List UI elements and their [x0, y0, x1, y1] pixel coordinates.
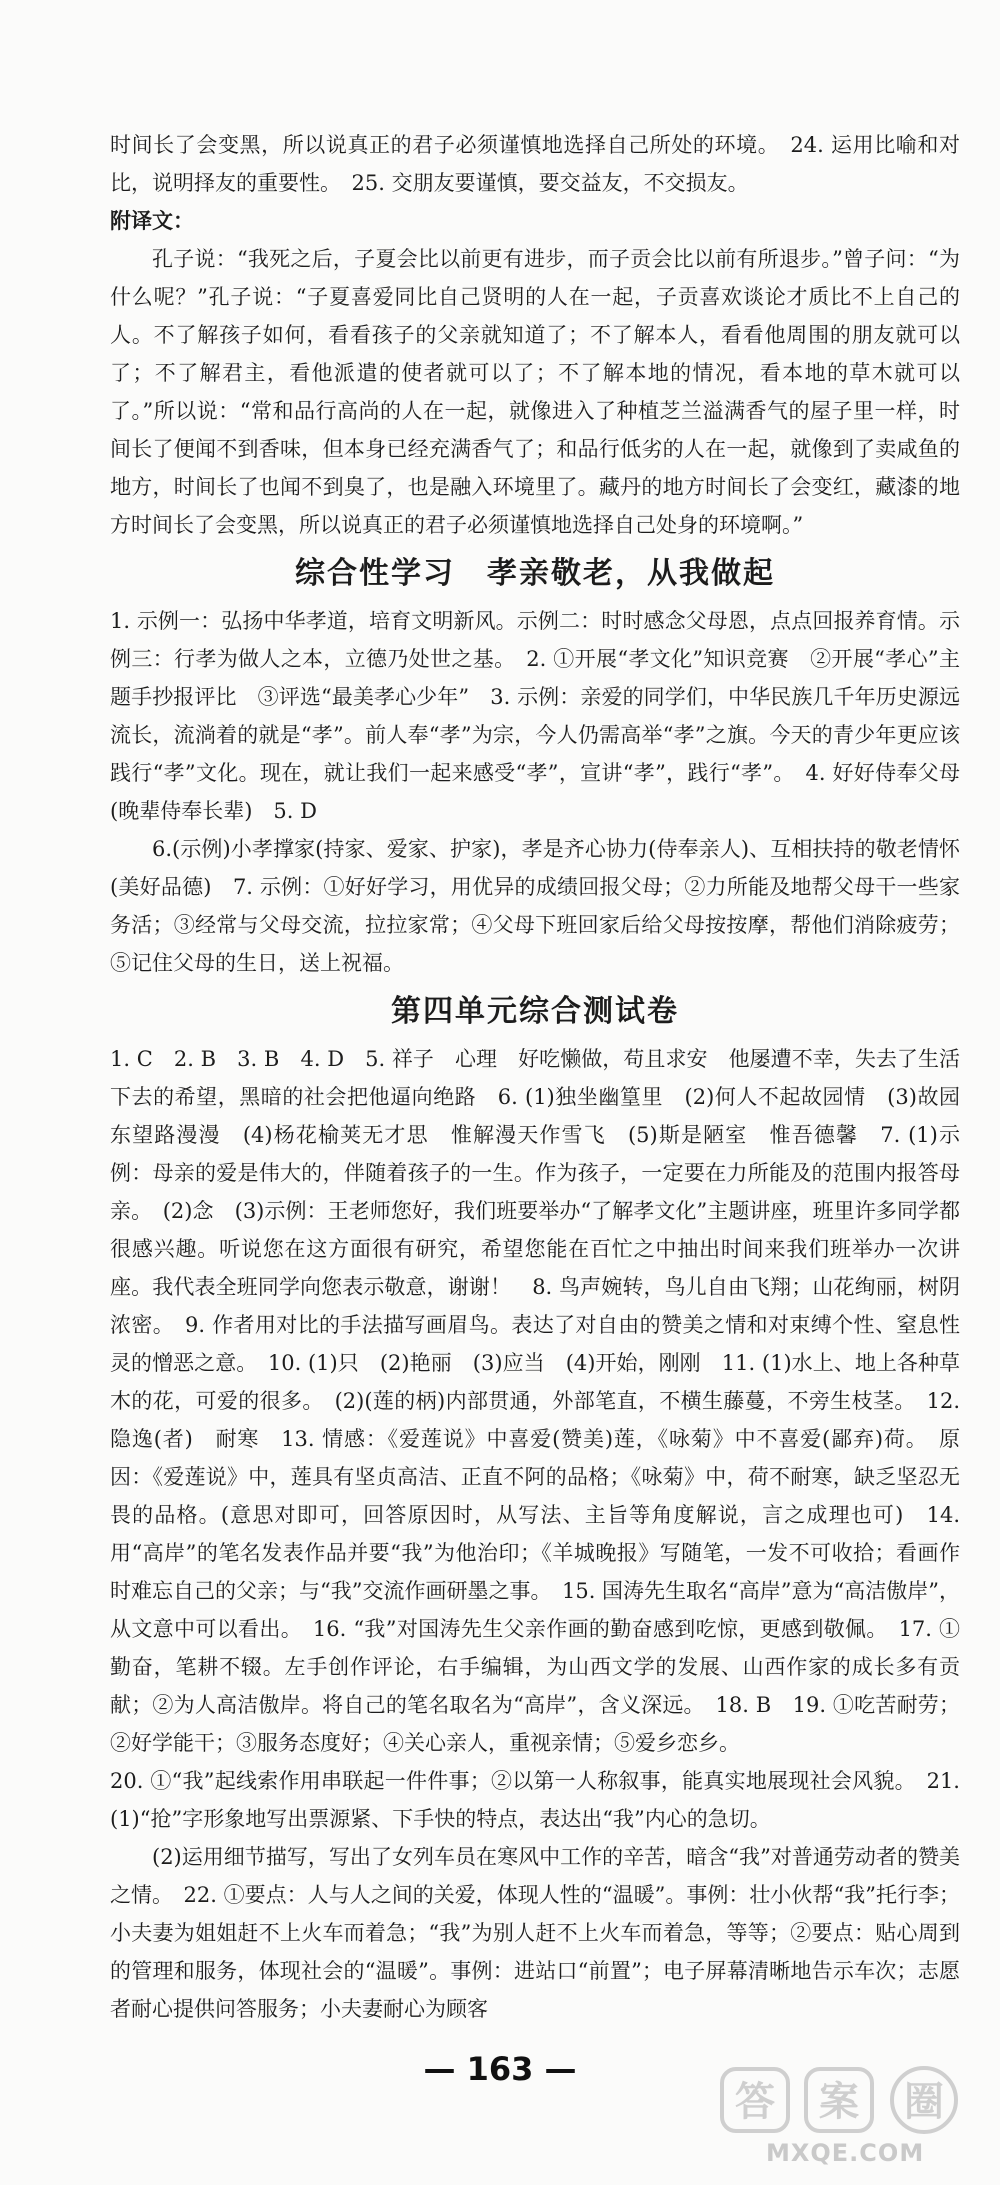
- watermark-logo-icon: [716, 2061, 976, 2141]
- svg-text:案: 案: [819, 2079, 859, 2125]
- paragraph-test-answers-1-19: 1. C 2. B 3. B 4. D 5. 祥子 心理 好吃懒做，苟且求安 他屡遭不幸，失去了生活下去的希望，黑暗的社会把他逼向绝路 6. (1)独坐幽篁里 (2)何人不起故园情 (3)故园东望路漫漫 (4)杨花榆荚无才思 惟解漫天作雪飞 (5)斯是陋室 惟吾德馨 7. (1)示例：母亲的爱是伟大的，伴随着孩子的一生。作为孩子，一定要在力所能及的范围内报答母亲。 (2)念 (3)示例：王老师您好，我们班要举办“了解孝文化”主题讲座，班里许多同学都很感兴趣。听说您在这方面很有研究，希望您能在百忙之中抽出时间来我们班举办一次讲座。我代表全班同学向您表示敬意，谢谢！ 8. 鸟声婉转，鸟儿自由飞翔；山花绚丽，树阴浓密。 9. 作者用对比的手法描写画眉鸟。表达了对自由的赞美之情和对束缚个性、窒息性灵的憎恶之意。 10. (1)只 (2)艳丽 (3)应当 (4)开始，刚刚 11. (1)水上、地上各种草木的花，可爱的很多。 (2)(莲的柄)内部贯通，外部笔直，不横生藤蔓，不旁生枝茎。 12. 隐逸(者) 耐寒 13. 情感：《爱莲说》中喜爱(赞美)莲，《咏菊》中不喜爱(鄙弃)荷。 原因：《爱莲说》中，莲具有坚贞高洁、正直不阿的品格；《咏菊》中，荷不耐寒，缺乏坚忍无畏的品格。(意思对即可，回答原因时，从写法、主旨等角度解说，言之成理也可) 14. 用“高岸”的笔名发表作品并要“我”为他治印；《羊城晚报》写随笔，一发不可收拾；看画作时难忘自己的父亲；与“我”交流作画研墨之事。 15. 国涛先生取名“高岸”意为“高洁傲岸”，从文意中可以看出。 16. “我”对国涛先生父亲作画的勤奋感到吃惊，更感到敬佩。 17. ①勤奋，笔耕不辍。左手创作评论，右手编辑，为山西文学的发展、山西作家的成长多有贡献；②为人高洁傲岸。将自己的笔名取名为“高岸”，含义深远。 18. B 19. ①吃苦耐劳；②好学能干；③服务态度好；④关心亲人，重视亲情；⑤爱乡恋乡。: [110, 1047, 960, 1755]
- section-title-comprehensive-study: 综合性学习 孝亲敬老，从我做起: [295, 556, 775, 591]
- answer-content: [110, 126, 960, 2028]
- paragraph-test-answers-21-22: (2)运用细节描写，写出了女列车员在寒风中工作的辛苦，暗含“我”对普通劳动者的赞美之情。 22. ①要点：人与人之间的关爱，体现人性的“温暖”。事例：壮小伙帮“我”托行李；小夫妻为姐姐赶不上火车而着急；“我”为别人赶不上火车而着急，等等；②要点：贴心周到的管理和服务，体现社会的“温暖”。事例：进站口“前置”；电子屏幕清晰地告示车次；志愿者耐心提供问答服务；小夫妻耐心为顾客: [110, 1845, 960, 2021]
- paragraph-test-answers-20-21: 20. ①“我”起线索作用串联起一件件事；②以第一人称叙事，能真实地展现社会风貌。 21. (1)“抢”字形象地写出票源紧、下手快的特点，表达出“我”内心的急切。: [110, 1769, 960, 1831]
- watermark: [716, 2061, 976, 2171]
- section-title-unit-four-test: 第四单元综合测试卷: [391, 994, 679, 1029]
- paragraph-translation: 孔子说：“我死之后，子夏会比以前更有进步，而子贡会比以前有所退步。”曾子问：“为什么呢？”孔子说：“子夏喜爱同比自己贤明的人在一起，子贡喜欢谈论才质比不上自己的人。不了解孩子如何，看看孩子的父亲就知道了；不了解本人，看看他周围的朋友就可以了；不了解君主，看他派遣的使者就可以了；不了解本地的情况，看本地的草木就可以了。”所以说：“常和品行高尚的人在一起，就像进入了种植芝兰溢满香气的屋子里一样，时间长了便闻不到香味，但本身已经充满香气了；和品行低劣的人在一起，就像到了卖咸鱼的地方，时间长了也闻不到臭了，也是融入环境里了。藏丹的地方时间长了会变红，藏漆的地方时间长了会变黑，所以说真正的君子必须谨慎地选择自己处身的环境啊。”: [110, 247, 960, 537]
- paragraph-study-answers-6-7: 6.(示例)小孝撑家(持家、爱家、护家)，孝是齐心协力(侍奉亲人)、互相扶持的敬老情怀(美好品德) 7. 示例：①好好学习，用优异的成绩回报父母；②力所能及地帮父母干一些家务活；③经常与父母交流，拉拉家常；④父母下班回家后给父母按按摩，帮他们消除疲劳；⑤记住父母的生日，送上祝福。: [110, 837, 960, 975]
- paragraph-study-answers-1-5: 1. 示例一：弘扬中华孝道，培育文明新风。示例二：时时感念父母恩，点点回报养育情。示例三：行孝为做人之本，立德乃处世之基。 2. ①开展“孝文化”知识竞赛 ②开展“孝心”主题手抄报评比 ③评选“最美孝心少年” 3. 示例：亲爱的同学们，中华民族几千年历史源远流长，流淌着的就是“孝”。前人奉“孝”为宗，今人仍需高举“孝”之旗。今天的青少年更应该践行“孝”文化。现在，就让我们一起来感受“孝”，宣讲“孝”，践行“孝”。 4. 好好侍奉父母(晚辈侍奉长辈) 5. D: [110, 609, 960, 823]
- watermark-url: MXQE.COM: [766, 2139, 925, 2167]
- translation-label: 附译文：: [110, 208, 194, 233]
- svg-text:答: 答: [735, 2079, 775, 2125]
- page-number: — 163 —: [423, 2050, 577, 2088]
- svg-text:圈: 圈: [904, 2079, 944, 2125]
- paragraph-answers-24-25: 时间长了会变黑，所以说真正的君子必须谨慎地选择自己所处的环境。 24. 运用比喻和对比，说明择友的重要性。 25. 交朋友要谨慎，要交益友，不交损友。: [110, 133, 960, 195]
